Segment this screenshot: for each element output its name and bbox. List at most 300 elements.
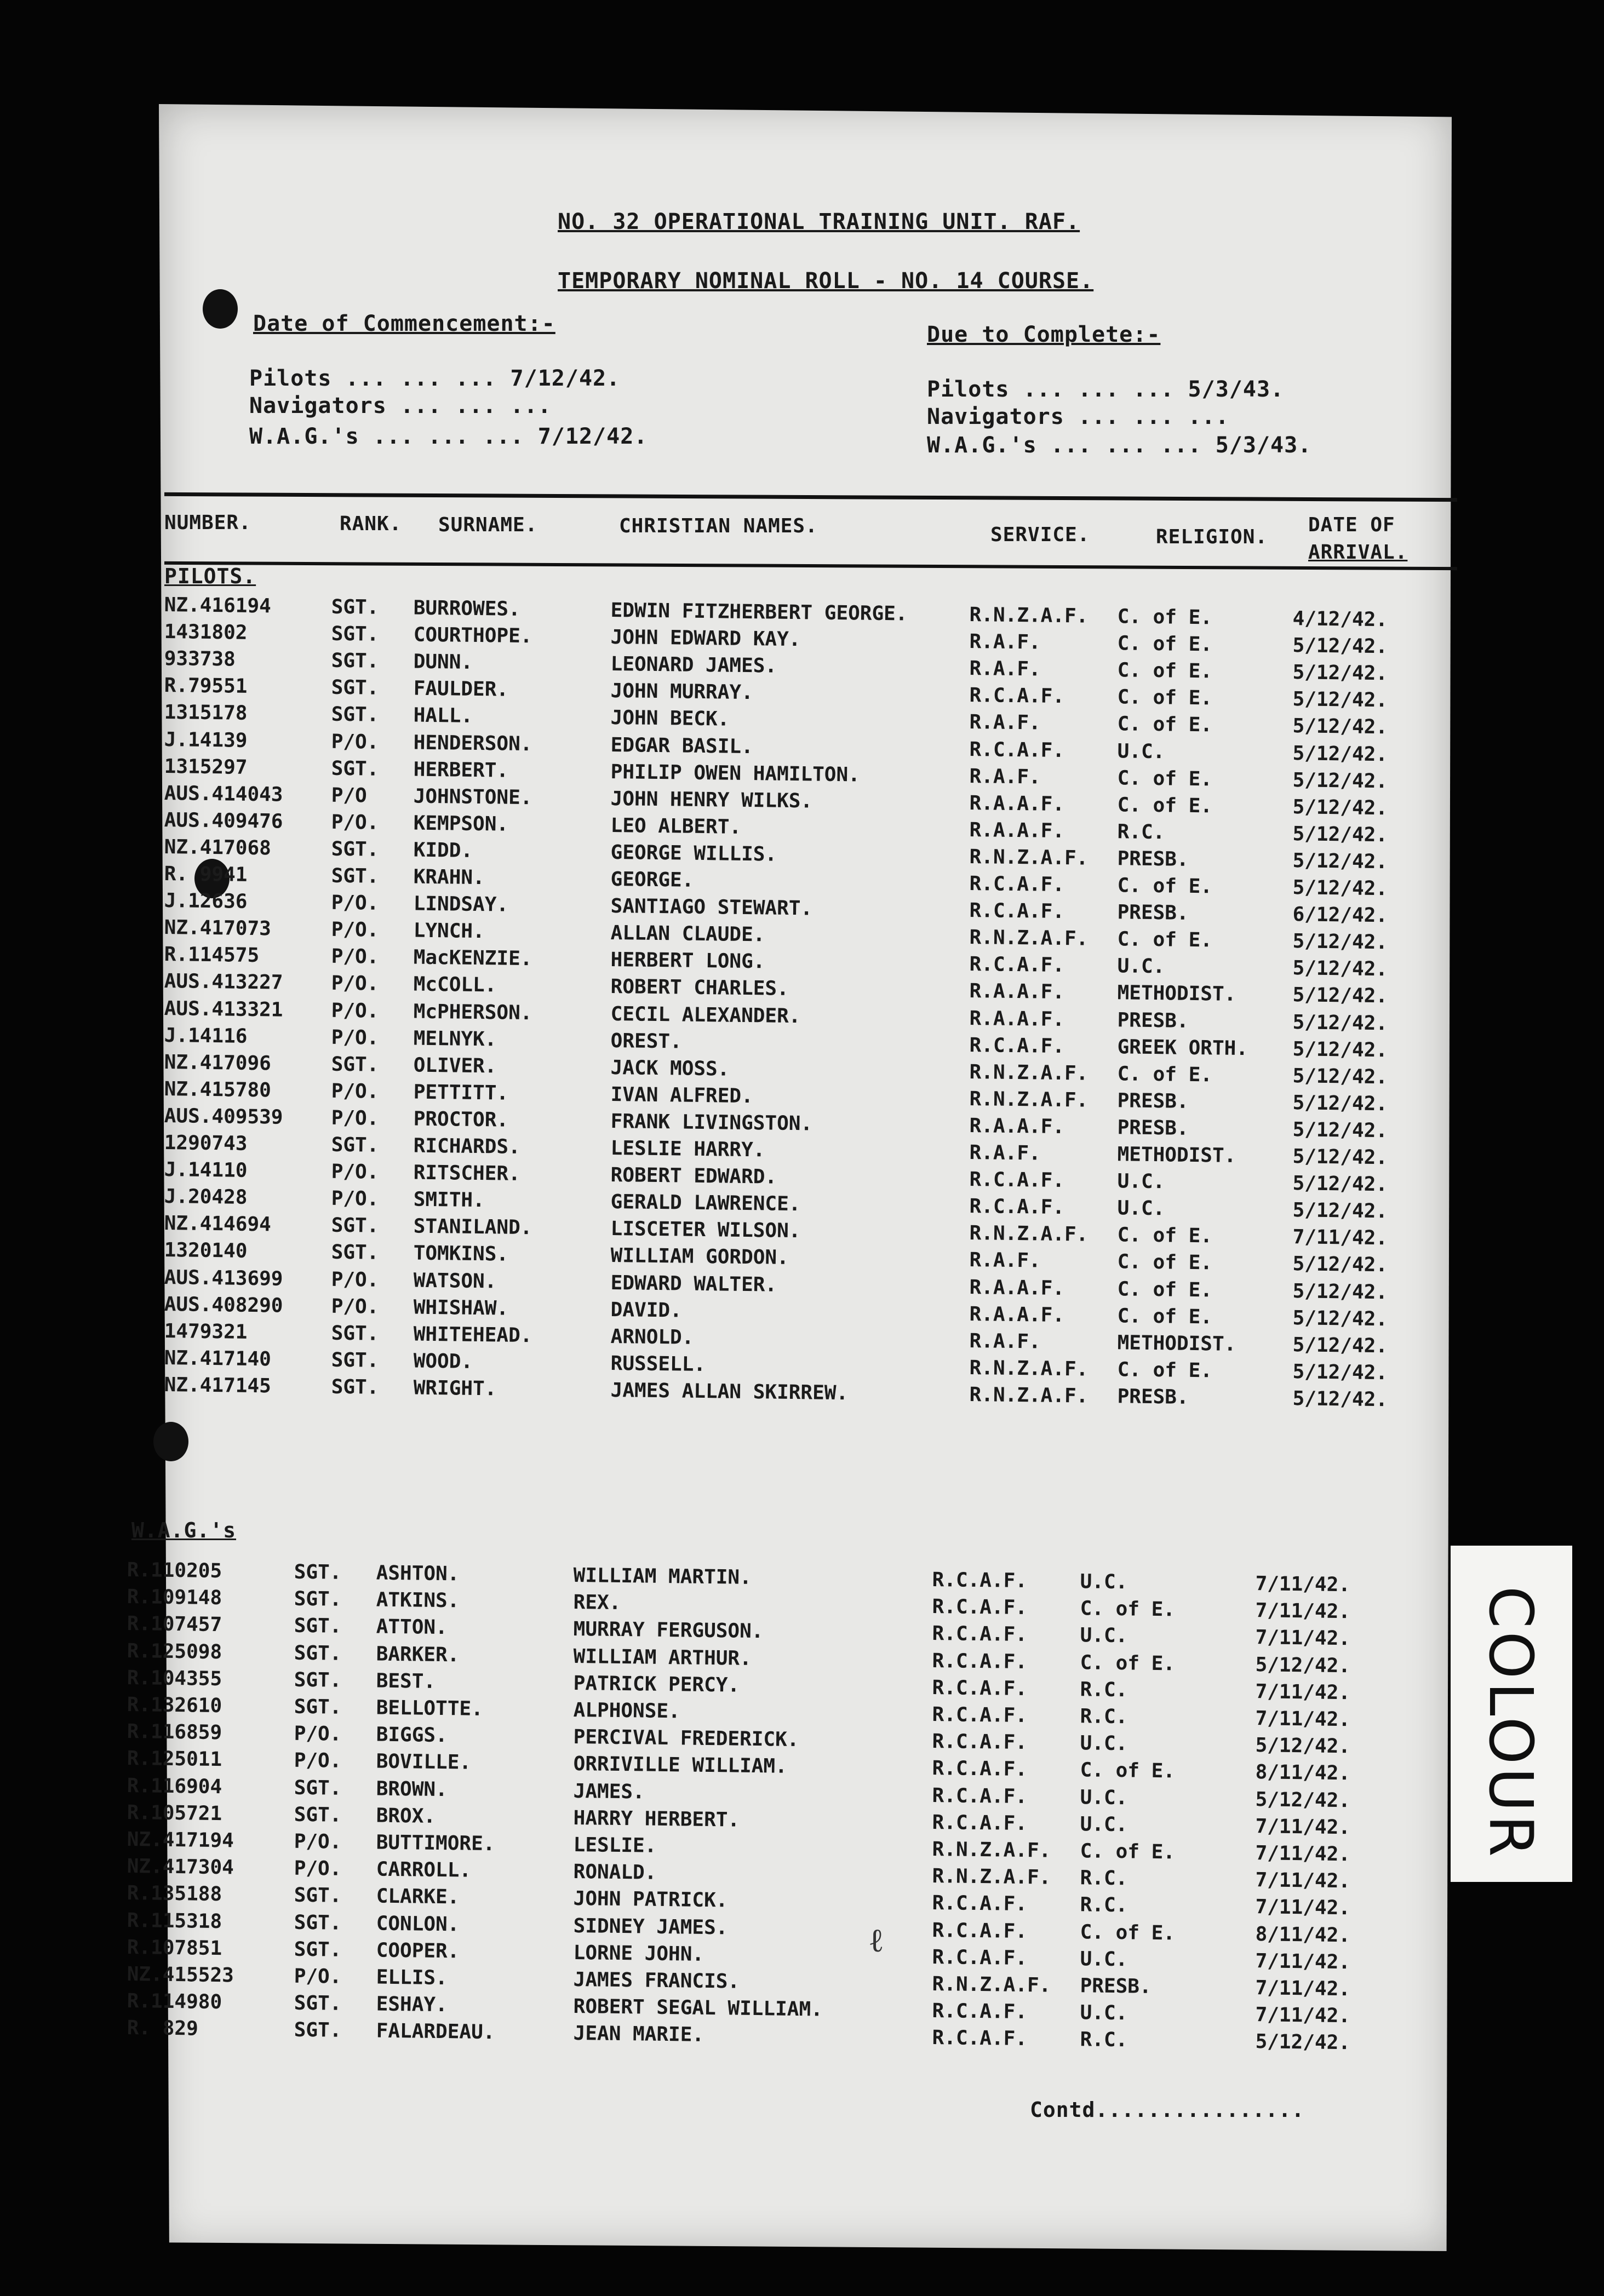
cell-surname: TOMKINS. bbox=[413, 1242, 509, 1266]
cell-number: NZ.416194 bbox=[164, 594, 272, 618]
cell-religion: C. of E. bbox=[1080, 1920, 1176, 1944]
cell-religion: C. of E. bbox=[1117, 1250, 1213, 1275]
cell-service: R.A.A.F. bbox=[969, 1302, 1065, 1327]
cell-service: R.N.Z.A.F. bbox=[932, 1972, 1051, 1997]
cell-number: AUS.413699 bbox=[164, 1266, 283, 1290]
cell-service: R.C.A.F. bbox=[932, 2000, 1028, 2024]
cell-date-of-arrival: 7/11/42. bbox=[1255, 1626, 1351, 1650]
cell-number: AUS.413321 bbox=[164, 997, 283, 1021]
cell-surname: LYNCH. bbox=[413, 919, 485, 943]
cell-surname: BELLOTTE. bbox=[376, 1696, 484, 1720]
cell-religion: GREEK ORTH. bbox=[1117, 1035, 1248, 1060]
cell-rank: SGT. bbox=[331, 1133, 379, 1157]
cell-date-of-arrival: 7/11/42. bbox=[1255, 1977, 1351, 2001]
cell-service: R.N.Z.A.F. bbox=[969, 926, 1089, 950]
punch-hole bbox=[203, 289, 238, 329]
cell-christian-names: LEO ALBERT. bbox=[610, 814, 742, 839]
cell-number: 1479321 bbox=[164, 1319, 248, 1344]
cell-christian-names: GEORGE. bbox=[610, 868, 694, 892]
cell-service: R.N.Z.A.F. bbox=[969, 1060, 1089, 1085]
cell-number: R.114980 bbox=[127, 1990, 222, 2014]
cell-surname: RITSCHER. bbox=[413, 1161, 521, 1186]
cell-surname: FALARDEAU. bbox=[376, 2019, 495, 2044]
cell-service: R.N.Z.A.F. bbox=[969, 1356, 1089, 1381]
cell-religion: C. of E. bbox=[1117, 659, 1213, 683]
cell-date-of-arrival: 5/12/42. bbox=[1292, 930, 1388, 954]
cell-religion: U.C. bbox=[1117, 1197, 1165, 1220]
cell-number: NZ.417145 bbox=[164, 1373, 272, 1398]
header-christian-names: CHRISTIAN NAMES. bbox=[619, 515, 818, 537]
cell-number: NZ.417140 bbox=[164, 1346, 272, 1371]
cell-date-of-arrival: 5/12/42. bbox=[1292, 1333, 1388, 1357]
completion-pilots: Pilots ... ... ... 5/3/43. bbox=[927, 377, 1285, 402]
cell-service: R.A.A.F. bbox=[969, 818, 1065, 842]
cell-number: AUS.409476 bbox=[164, 808, 283, 833]
cell-date-of-arrival: 7/11/42. bbox=[1255, 2004, 1351, 2028]
cell-religion: C. of E. bbox=[1117, 928, 1213, 952]
cell-religion: PRESB. bbox=[1117, 1385, 1189, 1409]
cell-number: NZ.417073 bbox=[164, 916, 272, 940]
document-title: NO. 32 OPERATIONAL TRAINING UNIT. RAF. bbox=[558, 209, 1080, 234]
cell-christian-names: LISCETER WILSON. bbox=[610, 1218, 801, 1243]
cell-service: R.C.A.F. bbox=[969, 684, 1065, 708]
cell-service: R.A.A.F. bbox=[969, 1007, 1065, 1031]
cell-date-of-arrival: 5/12/42. bbox=[1292, 742, 1388, 766]
cell-rank: P/O. bbox=[331, 1106, 379, 1130]
cell-date-of-arrival: 5/12/42. bbox=[1292, 822, 1388, 847]
cell-rank: P/O. bbox=[331, 891, 379, 915]
cell-number: NZ.415523 bbox=[127, 1963, 234, 1987]
cell-date-of-arrival: 8/11/42. bbox=[1255, 1761, 1351, 1785]
cell-service: R.C.A.F. bbox=[969, 899, 1065, 923]
header-date-line1: DATE OF bbox=[1308, 514, 1395, 536]
cell-christian-names: HARRY HERBERT. bbox=[573, 1806, 740, 1832]
cell-christian-names: SANTIAGO STEWART. bbox=[610, 895, 813, 920]
cell-religion: PRESB. bbox=[1117, 1116, 1189, 1140]
cell-number: 1290743 bbox=[164, 1132, 248, 1155]
cell-surname: BEST. bbox=[376, 1669, 436, 1693]
colour-tag bbox=[1451, 1546, 1572, 1882]
cell-christian-names: JACK MOSS. bbox=[610, 1056, 730, 1081]
cell-surname: BUTTIMORE. bbox=[376, 1831, 495, 1856]
cell-religion: C. of E. bbox=[1117, 605, 1213, 629]
cell-rank: SGT. bbox=[294, 1615, 342, 1638]
cell-number: 1431802 bbox=[164, 621, 248, 644]
cell-rank: SGT. bbox=[294, 1587, 342, 1611]
cell-number: R.115318 bbox=[127, 1909, 222, 1933]
cell-rank: P/O. bbox=[294, 1722, 342, 1746]
cell-rank: P/O bbox=[331, 784, 368, 807]
cell-date-of-arrival: 5/12/42. bbox=[1255, 1788, 1351, 1812]
cell-service: R.A.F. bbox=[969, 1249, 1041, 1272]
commencement-navigators: Navigators ... ... ... bbox=[249, 393, 552, 418]
cell-rank: SGT. bbox=[331, 649, 379, 673]
cell-christian-names: ALLAN CLAUDE. bbox=[610, 922, 765, 946]
cell-surname: CONLON. bbox=[376, 1912, 460, 1936]
cell-date-of-arrival: 5/12/42. bbox=[1292, 1037, 1388, 1061]
cell-service: R.C.A.F. bbox=[969, 1034, 1065, 1058]
cell-service: R.C.A.F. bbox=[932, 1622, 1028, 1646]
cell-number: R.79551 bbox=[164, 674, 248, 698]
cell-date-of-arrival: 6/12/42. bbox=[1292, 903, 1388, 927]
cell-number: 1315297 bbox=[164, 755, 248, 779]
cell-number: R.132610 bbox=[127, 1694, 222, 1718]
cell-christian-names: GEORGE WILLIS. bbox=[610, 841, 777, 866]
cell-date-of-arrival: 7/11/42. bbox=[1255, 1680, 1351, 1704]
cell-service: R.C.A.F. bbox=[932, 1919, 1028, 1943]
cell-christian-names: MURRAY FERGUSON. bbox=[573, 1618, 764, 1643]
cell-religion: U.C. bbox=[1080, 1786, 1128, 1809]
cell-date-of-arrival: 8/11/42. bbox=[1255, 1922, 1351, 1947]
cell-religion: C. of E. bbox=[1117, 1062, 1213, 1087]
cell-religion: C. of E. bbox=[1080, 1651, 1176, 1675]
cell-rank: SGT. bbox=[331, 595, 379, 619]
punch-hole bbox=[153, 1422, 188, 1461]
cell-service: R.N.Z.A.F. bbox=[969, 845, 1089, 870]
cell-service: R.N.Z.A.F. bbox=[932, 1865, 1051, 1889]
cell-religion: PRESB. bbox=[1117, 1089, 1189, 1113]
cell-rank: P/O. bbox=[331, 1295, 379, 1318]
cell-surname: WRIGHT. bbox=[413, 1376, 497, 1400]
cell-service: R.A.A.F. bbox=[969, 1276, 1065, 1300]
cell-number: NZ.417304 bbox=[127, 1855, 234, 1879]
header-religion: RELIGION. bbox=[1156, 526, 1268, 548]
cell-number: R.109148 bbox=[127, 1586, 222, 1610]
cell-religion: U.C. bbox=[1080, 1570, 1128, 1594]
cell-religion: R.C. bbox=[1080, 1867, 1128, 1890]
cell-rank: SGT. bbox=[331, 1241, 379, 1265]
cell-christian-names: ROBERT EDWARD. bbox=[610, 1164, 777, 1189]
cell-surname: COURTHOPE. bbox=[413, 623, 532, 648]
cell-surname: BROWN. bbox=[376, 1777, 448, 1801]
cell-number: R.135188 bbox=[127, 1882, 222, 1906]
completion-wags: W.A.G.'s ... ... ... 5/3/43. bbox=[927, 433, 1312, 458]
cell-christian-names: WILLIAM MARTIN. bbox=[573, 1564, 752, 1589]
cell-christian-names: WILLIAM ARTHUR. bbox=[573, 1645, 752, 1670]
cell-rank: P/O. bbox=[294, 1965, 342, 1988]
cell-religion: C. of E. bbox=[1117, 1358, 1213, 1382]
cell-religion: R.C. bbox=[1080, 1705, 1128, 1729]
cell-surname: HALL. bbox=[413, 704, 473, 728]
cell-rank: SGT. bbox=[331, 837, 379, 861]
cell-service: R.C.A.F. bbox=[932, 1945, 1028, 1970]
cell-rank: SGT. bbox=[294, 1641, 342, 1665]
cell-date-of-arrival: 5/12/42. bbox=[1292, 1387, 1388, 1411]
cell-surname: WATSON. bbox=[413, 1269, 497, 1293]
cell-surname: BOVILLE. bbox=[376, 1750, 472, 1775]
cell-christian-names: FRANK LIVINGSTON. bbox=[610, 1110, 813, 1135]
cell-rank: SGT. bbox=[331, 864, 379, 888]
cell-service: R.A.A.F. bbox=[969, 791, 1065, 816]
cell-number: NZ.417096 bbox=[164, 1051, 272, 1075]
cell-surname: BROX. bbox=[376, 1804, 436, 1828]
cell-date-of-arrival: 5/12/42. bbox=[1292, 1253, 1388, 1277]
header-surname: SURNAME. bbox=[438, 514, 538, 536]
cell-date-of-arrival: 5/12/42. bbox=[1292, 957, 1388, 981]
cell-service: R.C.A.F. bbox=[969, 738, 1065, 762]
cell-rank: SGT. bbox=[331, 1053, 379, 1076]
cell-date-of-arrival: 7/11/42. bbox=[1255, 1869, 1351, 1893]
cell-number: 1320140 bbox=[164, 1239, 248, 1263]
cell-rank: SGT. bbox=[294, 1776, 342, 1800]
cell-surname: CARROLL. bbox=[376, 1858, 472, 1882]
cell-number: R.116904 bbox=[127, 1774, 222, 1798]
cell-service: R.C.A.F. bbox=[969, 1168, 1065, 1192]
cell-surname: HENDERSON. bbox=[413, 731, 532, 755]
cell-service: R.C.A.F. bbox=[932, 1703, 1028, 1727]
cell-christian-names: DAVID. bbox=[610, 1298, 682, 1322]
cell-christian-names: CECIL ALEXANDER. bbox=[610, 1002, 801, 1028]
cell-date-of-arrival: 5/12/42. bbox=[1292, 849, 1388, 874]
cell-service: R.C.A.F. bbox=[932, 1784, 1028, 1808]
cell-religion: METHODIST. bbox=[1117, 1143, 1236, 1167]
cell-service: R.C.A.F. bbox=[932, 1730, 1028, 1754]
cell-surname: MELNYK. bbox=[413, 1027, 497, 1051]
cell-date-of-arrival: 5/12/42. bbox=[1292, 1360, 1388, 1385]
cell-number: AUS.409539 bbox=[164, 1104, 283, 1129]
cell-surname: WOOD. bbox=[413, 1350, 473, 1373]
cell-surname: RICHARDS. bbox=[413, 1134, 521, 1158]
cell-christian-names: ALPHONSE. bbox=[573, 1698, 681, 1723]
cell-surname: ATTON. bbox=[376, 1615, 448, 1639]
cell-number: R.104355 bbox=[127, 1666, 222, 1690]
cell-surname: KEMPSON. bbox=[413, 812, 509, 836]
cell-number: R.107457 bbox=[127, 1612, 222, 1637]
cell-christian-names: ORRIVILLE WILLIAM. bbox=[573, 1753, 788, 1778]
cell-number: NZ.414694 bbox=[164, 1212, 272, 1236]
cell-number: R.125011 bbox=[127, 1747, 222, 1771]
cell-number: J.14139 bbox=[164, 728, 248, 752]
cell-religion: R.C. bbox=[1080, 1678, 1128, 1702]
cell-number: NZ.417194 bbox=[127, 1828, 234, 1852]
cell-christian-names: JAMES ALLAN SKIRREW. bbox=[610, 1379, 849, 1405]
cell-date-of-arrival: 7/11/42. bbox=[1255, 1707, 1351, 1731]
cell-surname: BARKER. bbox=[376, 1643, 460, 1667]
cell-religion: U.C. bbox=[1080, 1813, 1128, 1836]
cell-religion: U.C. bbox=[1080, 1732, 1128, 1755]
cell-rank: P/O. bbox=[331, 730, 379, 754]
cell-surname: JOHNSTONE. bbox=[413, 785, 532, 809]
cell-date-of-arrival: 5/12/42. bbox=[1292, 984, 1388, 1008]
cell-religion: U.C. bbox=[1080, 1624, 1128, 1648]
cell-surname: HERBERT. bbox=[413, 758, 509, 782]
cell-rank: P/O. bbox=[331, 945, 379, 969]
cell-rank: SGT. bbox=[294, 1884, 342, 1908]
cell-christian-names: REX. bbox=[573, 1591, 621, 1615]
cell-surname: BIGGS. bbox=[376, 1723, 448, 1747]
cell-service: R.A.F. bbox=[969, 630, 1041, 654]
cell-rank: SGT. bbox=[331, 703, 379, 727]
cell-religion: C. of E. bbox=[1117, 1304, 1213, 1328]
cell-religion: C. of E. bbox=[1080, 1759, 1176, 1783]
cell-number: J.14116 bbox=[164, 1024, 248, 1048]
cell-christian-names: PERCIVAL FREDERICK. bbox=[573, 1726, 799, 1752]
cell-religion: R.C. bbox=[1117, 820, 1165, 844]
cell-religion: C. of E. bbox=[1080, 1840, 1176, 1864]
cell-christian-names: JOHN PATRICK. bbox=[573, 1887, 728, 1912]
cell-religion: C. of E. bbox=[1117, 1277, 1213, 1301]
cell-date-of-arrival: 5/12/42. bbox=[1292, 1145, 1388, 1169]
cell-christian-names: HERBERT LONG. bbox=[610, 949, 765, 973]
cell-christian-names: ROBERT CHARLES. bbox=[610, 975, 789, 1001]
cell-christian-names: JAMES. bbox=[573, 1780, 645, 1804]
cell-christian-names: EDWIN FITZHERBERT GEORGE. bbox=[610, 599, 908, 625]
cell-rank: SGT. bbox=[331, 676, 379, 700]
cell-surname: PROCTOR. bbox=[413, 1107, 509, 1132]
cell-date-of-arrival: 5/12/42. bbox=[1292, 688, 1388, 712]
cell-surname: KIDD. bbox=[413, 839, 473, 862]
cell-rank: SGT. bbox=[294, 1560, 342, 1584]
cell-number: R.116859 bbox=[127, 1720, 222, 1744]
cell-surname: McPHERSON. bbox=[413, 1000, 532, 1024]
cell-date-of-arrival: 5/12/42. bbox=[1292, 795, 1388, 819]
cell-rank: SGT. bbox=[294, 2019, 342, 2042]
cell-date-of-arrival: 5/12/42. bbox=[1292, 1064, 1388, 1088]
cell-surname: KRAHN. bbox=[413, 865, 485, 889]
cell-rank: P/O. bbox=[294, 1749, 342, 1773]
cell-number: 1315178 bbox=[164, 701, 248, 725]
cell-rank: P/O. bbox=[331, 1026, 379, 1049]
cell-date-of-arrival: 5/12/42. bbox=[1255, 1653, 1351, 1677]
cell-religion: C. of E. bbox=[1117, 632, 1213, 656]
cell-date-of-arrival: 5/12/42. bbox=[1292, 768, 1388, 793]
cell-christian-names: ROBERT SEGAL WILLIAM. bbox=[573, 1995, 823, 2021]
cell-surname: ESHAY. bbox=[376, 1993, 448, 2017]
cell-surname: FAULDER. bbox=[413, 677, 509, 701]
cell-religion: PRESB. bbox=[1080, 1974, 1152, 1998]
cell-surname: COOPER. bbox=[376, 1939, 460, 1963]
cell-surname: ATKINS. bbox=[376, 1588, 460, 1612]
cell-date-of-arrival: 7/11/42. bbox=[1255, 1842, 1351, 1866]
document-subtitle: TEMPORARY NOMINAL ROLL - NO. 14 COURSE. bbox=[558, 268, 1094, 294]
cell-date-of-arrival: 5/12/42. bbox=[1292, 1306, 1388, 1330]
cell-rank: P/O. bbox=[331, 972, 379, 996]
commencement-heading: Date of Commencement:- bbox=[253, 311, 555, 336]
cell-service: R.A.F. bbox=[969, 1141, 1041, 1165]
cell-date-of-arrival: 5/12/42. bbox=[1292, 661, 1388, 685]
cell-christian-names: JOHN BECK. bbox=[610, 707, 730, 731]
cell-number: NZ.417068 bbox=[164, 835, 272, 860]
cell-number: R.125098 bbox=[127, 1639, 222, 1663]
cell-christian-names: JAMES FRANCIS. bbox=[573, 1968, 740, 1993]
cell-religion: R.C. bbox=[1080, 2028, 1128, 2052]
cell-surname: WHISHAW. bbox=[413, 1296, 509, 1320]
cell-religion: U.C. bbox=[1080, 1948, 1128, 1971]
cell-religion: C. of E. bbox=[1117, 766, 1213, 790]
cell-rank: SGT. bbox=[331, 622, 379, 646]
cell-rank: P/O. bbox=[331, 811, 379, 834]
cell-service: R.C.A.F. bbox=[969, 953, 1065, 977]
cell-date-of-arrival: 7/11/42. bbox=[1255, 1572, 1351, 1597]
cell-surname: DUNN. bbox=[413, 650, 473, 674]
cell-christian-names: PHILIP OWEN HAMILTON. bbox=[610, 760, 861, 787]
cell-christian-names: LESLIE. bbox=[573, 1833, 657, 1857]
cell-number: J.20428 bbox=[164, 1185, 248, 1209]
cell-christian-names: JOHN EDWARD KAY. bbox=[610, 626, 801, 651]
cell-date-of-arrival: 5/12/42. bbox=[1255, 2030, 1351, 2054]
cell-number: R. 9941 bbox=[164, 863, 248, 886]
cell-rank: SGT. bbox=[294, 1938, 342, 1961]
pilots-section-label: PILOTS. bbox=[164, 564, 256, 588]
cell-surname: PETTITT. bbox=[413, 1081, 509, 1105]
cell-christian-names: IVAN ALFRED. bbox=[610, 1083, 754, 1107]
cell-surname: ELLIS. bbox=[376, 1966, 448, 1990]
cell-service: R.A.F. bbox=[969, 765, 1041, 789]
cell-service: R.N.Z.A.F. bbox=[969, 1087, 1089, 1112]
cell-rank: SGT. bbox=[331, 757, 379, 780]
cell-rank: P/O. bbox=[294, 1830, 342, 1853]
cell-rank: SGT. bbox=[294, 1991, 342, 2015]
cell-date-of-arrival: 7/11/42. bbox=[1255, 1599, 1351, 1623]
completion-navigators: Navigators ... ... ... bbox=[927, 404, 1229, 429]
cell-surname: LINDSAY. bbox=[413, 892, 509, 916]
cell-service: R.N.Z.A.F. bbox=[969, 1383, 1089, 1408]
cell-date-of-arrival: 7/11/42. bbox=[1255, 1896, 1351, 1920]
cell-rank: SGT. bbox=[331, 1375, 379, 1399]
cell-surname: STANILAND. bbox=[413, 1215, 532, 1239]
cell-christian-names: ARNOLD. bbox=[610, 1325, 694, 1349]
cell-rank: P/O. bbox=[331, 1187, 379, 1210]
cell-religion: U.C. bbox=[1080, 2001, 1128, 2025]
cell-christian-names: JOHN MURRAY. bbox=[610, 680, 754, 704]
cell-date-of-arrival: 5/12/42. bbox=[1255, 1734, 1351, 1758]
cell-rank: P/O. bbox=[331, 918, 379, 942]
cell-date-of-arrival: 5/12/42. bbox=[1292, 1279, 1388, 1304]
pencil-mark: ℓ bbox=[868, 1921, 884, 1960]
cell-rank: SGT. bbox=[331, 1214, 379, 1238]
cell-service: R.C.A.F. bbox=[932, 1757, 1028, 1781]
cell-religion: PRESB. bbox=[1117, 901, 1189, 925]
cell-date-of-arrival: 5/12/42. bbox=[1292, 634, 1388, 658]
cell-date-of-arrival: 5/12/42. bbox=[1292, 1091, 1388, 1116]
cell-number: AUS.408290 bbox=[164, 1293, 283, 1317]
cell-surname: SMITH. bbox=[413, 1188, 485, 1212]
cell-number: J.12636 bbox=[164, 889, 248, 913]
wags-section-label: W.A.G.'s bbox=[131, 1518, 237, 1542]
cell-christian-names: RUSSELL. bbox=[610, 1352, 706, 1376]
cell-surname: OLIVER. bbox=[413, 1054, 497, 1078]
cell-rank: SGT. bbox=[294, 1911, 342, 1935]
header-rank: RANK. bbox=[340, 513, 402, 535]
cell-rank: P/O. bbox=[294, 1857, 342, 1880]
cell-religion: C. of E. bbox=[1117, 686, 1213, 710]
cell-surname: McCOLL. bbox=[413, 973, 497, 997]
cell-number: R. 829 bbox=[127, 2017, 199, 2040]
cell-religion: U.C. bbox=[1117, 955, 1165, 978]
cell-service: R.A.F. bbox=[969, 1329, 1041, 1353]
cell-service: R.C.A.F. bbox=[932, 1676, 1028, 1700]
header-date-line2: ARRIVAL. bbox=[1308, 541, 1408, 564]
cell-rank: P/O. bbox=[331, 999, 379, 1023]
cell-number: R.105721 bbox=[127, 1801, 222, 1825]
cell-date-of-arrival: 5/12/42. bbox=[1292, 876, 1388, 900]
cell-service: R.A.A.F. bbox=[969, 980, 1065, 1004]
cell-surname: BURROWES. bbox=[413, 596, 521, 621]
cell-surname: MacKENZIE. bbox=[413, 946, 532, 971]
cell-rank: SGT. bbox=[294, 1668, 342, 1692]
cell-date-of-arrival: 7/11/42. bbox=[1255, 1815, 1351, 1839]
cell-christian-names: RONALD. bbox=[573, 1861, 657, 1884]
cell-christian-names: SIDNEY JAMES. bbox=[573, 1914, 728, 1939]
cell-christian-names: PATRICK PERCY. bbox=[573, 1672, 740, 1697]
header-number: NUMBER. bbox=[164, 512, 251, 534]
cell-christian-names: WILLIAM GORDON. bbox=[610, 1244, 789, 1270]
cell-service: R.C.A.F. bbox=[932, 1568, 1028, 1593]
cell-surname: ASHTON. bbox=[376, 1562, 460, 1586]
cell-service: R.N.Z.A.F. bbox=[932, 1838, 1051, 1862]
colour-tag-label: COLOUR bbox=[1476, 1586, 1546, 1861]
cell-religion: C. of E. bbox=[1117, 874, 1213, 898]
